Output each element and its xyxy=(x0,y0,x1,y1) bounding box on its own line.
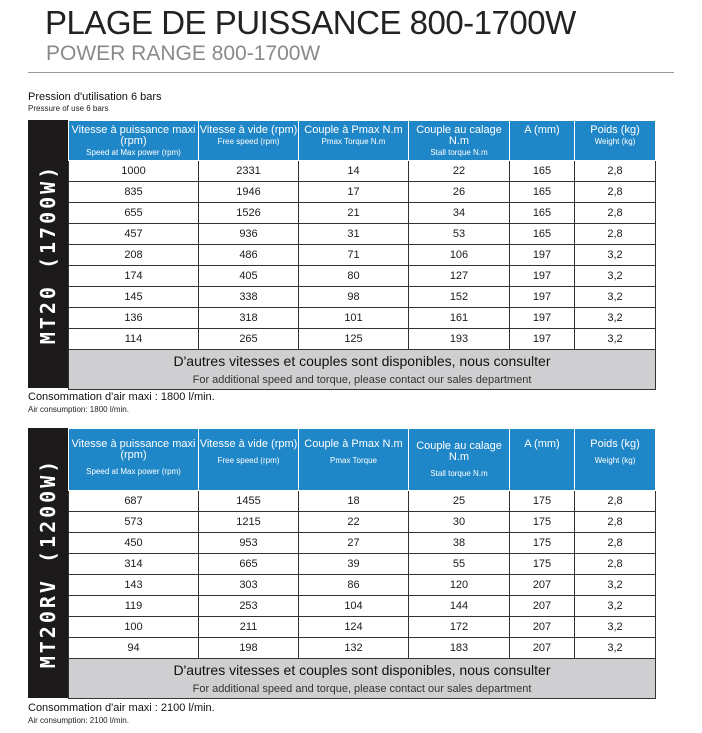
table-cell: 127 xyxy=(409,266,510,287)
table-cell: 1000 xyxy=(69,161,199,182)
table-cell: 265 xyxy=(199,329,299,350)
availability-note: D'autres vitesses et couples sont disponibles, nous consulter For additional speed and torque, please contact our sales department xyxy=(69,350,656,390)
table-header-row xyxy=(69,429,656,491)
page-subtitle: POWER RANGE 800-1700W xyxy=(46,42,321,65)
table-cell: 1215 xyxy=(199,512,299,533)
table-cell: 17 xyxy=(299,182,409,203)
table-cell: 174 xyxy=(69,266,199,287)
table-row xyxy=(69,287,656,308)
table-cell: 175 xyxy=(510,512,575,533)
table-cell: 100 xyxy=(69,617,199,638)
table-row xyxy=(69,596,656,617)
table-row xyxy=(69,554,656,575)
table-cell: 98 xyxy=(299,287,409,308)
table-cell: 31 xyxy=(299,224,409,245)
table-cell: 183 xyxy=(409,638,510,659)
table-cell: 136 xyxy=(69,308,199,329)
header-a-mm: A (mm) xyxy=(510,121,575,161)
table-cell: 253 xyxy=(199,596,299,617)
title-divider xyxy=(28,72,674,73)
table-cell: 207 xyxy=(510,575,575,596)
table-cell: 165 xyxy=(510,224,575,245)
table-cell: 197 xyxy=(510,266,575,287)
header-stall-torque: Couple au calage N.m Stall torque N.m xyxy=(409,429,510,491)
table-row xyxy=(69,182,656,203)
table-cell: 2,8 xyxy=(575,533,656,554)
table-cell: 104 xyxy=(299,596,409,617)
table-cell: 3,2 xyxy=(575,638,656,659)
table-cell: 1946 xyxy=(199,182,299,203)
note-row xyxy=(69,350,656,390)
air-consumption-en: Air consumption: 1800 l/min. xyxy=(28,405,129,414)
table-cell: 172 xyxy=(409,617,510,638)
table-cell: 197 xyxy=(510,308,575,329)
table-cell: 106 xyxy=(409,245,510,266)
header-free-speed: Vitesse à vide (rpm) Free speed (rpm) xyxy=(199,429,299,491)
table-row xyxy=(69,329,656,350)
header-speed-max-power: Vitesse à puissance maxi (rpm) Speed at Max power (rpm) xyxy=(69,121,199,161)
table-cell: 144 xyxy=(409,596,510,617)
header-weight: Poids (kg) Weight (kg) xyxy=(575,429,656,491)
table-cell: 120 xyxy=(409,575,510,596)
table-cell: 22 xyxy=(299,512,409,533)
table-cell: 3,2 xyxy=(575,308,656,329)
table-cell: 143 xyxy=(69,575,199,596)
table-cell: 71 xyxy=(299,245,409,266)
table-cell: 175 xyxy=(510,554,575,575)
table-row xyxy=(69,575,656,596)
spec-block-mt20rv xyxy=(28,428,655,698)
table-cell: 665 xyxy=(199,554,299,575)
table-cell: 25 xyxy=(409,491,510,512)
table-cell: 53 xyxy=(409,224,510,245)
table-cell: 165 xyxy=(510,203,575,224)
table-cell: 132 xyxy=(299,638,409,659)
table-cell: 314 xyxy=(69,554,199,575)
table-cell: 2,8 xyxy=(575,203,656,224)
availability-note: D'autres vitesses et couples sont disponibles, nous consulter For additional speed and torque, please contact our sales department xyxy=(69,659,656,699)
table-cell: 953 xyxy=(199,533,299,554)
table-cell: 14 xyxy=(299,161,409,182)
model-label: MT20 (1700W) xyxy=(36,163,60,345)
table-cell: 18 xyxy=(299,491,409,512)
table-cell: 125 xyxy=(299,329,409,350)
table-row xyxy=(69,617,656,638)
table-row xyxy=(69,491,656,512)
air-consumption-fr: Consommation d'air maxi : 1800 l/min. xyxy=(28,391,215,403)
table-cell: 405 xyxy=(199,266,299,287)
header-stall-torque: Couple au calage N.m Stall torque N.m xyxy=(409,121,510,161)
table-cell: 119 xyxy=(69,596,199,617)
pressure-label-fr: Pression d'utilisation 6 bars xyxy=(28,91,162,103)
table-cell: 573 xyxy=(69,512,199,533)
table-cell: 80 xyxy=(299,266,409,287)
spec-table xyxy=(68,428,656,699)
table-cell: 457 xyxy=(69,224,199,245)
table-cell: 2,8 xyxy=(575,554,656,575)
table-cell: 1455 xyxy=(199,491,299,512)
table-cell: 38 xyxy=(409,533,510,554)
table-cell: 193 xyxy=(409,329,510,350)
table-cell: 34 xyxy=(409,203,510,224)
table-cell: 486 xyxy=(199,245,299,266)
table-cell: 22 xyxy=(409,161,510,182)
air-consumption-fr: Consommation d'air maxi : 2100 l/min. xyxy=(28,702,215,714)
table-cell: 3,2 xyxy=(575,329,656,350)
table-cell: 197 xyxy=(510,245,575,266)
table-cell: 2,8 xyxy=(575,512,656,533)
table-cell: 2,8 xyxy=(575,161,656,182)
table-cell: 175 xyxy=(510,491,575,512)
table-cell: 3,2 xyxy=(575,617,656,638)
table-cell: 21 xyxy=(299,203,409,224)
table-cell: 145 xyxy=(69,287,199,308)
table-cell: 165 xyxy=(510,161,575,182)
air-consumption-en: Air consumption: 2100 l/min. xyxy=(28,716,129,725)
table-cell: 318 xyxy=(199,308,299,329)
table-row xyxy=(69,224,656,245)
table-body xyxy=(69,491,656,659)
table-cell: 197 xyxy=(510,287,575,308)
table-cell: 936 xyxy=(199,224,299,245)
table-cell: 3,2 xyxy=(575,287,656,308)
table-row xyxy=(69,638,656,659)
table-cell: 211 xyxy=(199,617,299,638)
table-cell: 3,2 xyxy=(575,245,656,266)
table-cell: 124 xyxy=(299,617,409,638)
table-cell: 2,8 xyxy=(575,491,656,512)
table-cell: 161 xyxy=(409,308,510,329)
table-row xyxy=(69,161,656,182)
table-cell: 101 xyxy=(299,308,409,329)
table-cell: 197 xyxy=(510,329,575,350)
model-label-bar xyxy=(28,120,68,388)
table-cell: 114 xyxy=(69,329,199,350)
note-row xyxy=(69,659,656,699)
table-cell: 152 xyxy=(409,287,510,308)
table-row xyxy=(69,512,656,533)
table-cell: 450 xyxy=(69,533,199,554)
header-pmax-torque: Couple à Pmax N.m Pmax Torque N.m xyxy=(299,121,409,161)
table-row xyxy=(69,533,656,554)
model-label: MT20RV (1200W) xyxy=(36,457,60,669)
table-row xyxy=(69,245,656,266)
table-cell: 26 xyxy=(409,182,510,203)
spec-table xyxy=(68,120,656,390)
table-cell: 3,2 xyxy=(575,596,656,617)
table-cell: 2,8 xyxy=(575,182,656,203)
table-cell: 1526 xyxy=(199,203,299,224)
table-cell: 2,8 xyxy=(575,224,656,245)
table-cell: 835 xyxy=(69,182,199,203)
table-cell: 338 xyxy=(199,287,299,308)
table-cell: 86 xyxy=(299,575,409,596)
table-cell: 27 xyxy=(299,533,409,554)
table-cell: 3,2 xyxy=(575,575,656,596)
header-free-speed: Vitesse à vide (rpm) Free speed (rpm) xyxy=(199,121,299,161)
table-cell: 165 xyxy=(510,182,575,203)
table-cell: 3,2 xyxy=(575,266,656,287)
header-a-mm: A (mm) xyxy=(510,429,575,491)
table-cell: 207 xyxy=(510,596,575,617)
table-cell: 207 xyxy=(510,617,575,638)
table-row xyxy=(69,266,656,287)
table-cell: 687 xyxy=(69,491,199,512)
table-cell: 30 xyxy=(409,512,510,533)
table-row xyxy=(69,308,656,329)
table-cell: 655 xyxy=(69,203,199,224)
table-header-row xyxy=(69,121,656,161)
table-cell: 55 xyxy=(409,554,510,575)
pressure-label-en: Pressure of use 6 bars xyxy=(28,104,109,113)
table-row xyxy=(69,203,656,224)
header-weight: Poids (kg) Weight (kg) xyxy=(575,121,656,161)
table-cell: 303 xyxy=(199,575,299,596)
header-pmax-torque: Couple à Pmax N.m Pmax Torque xyxy=(299,429,409,491)
model-label-bar xyxy=(28,428,68,698)
table-cell: 94 xyxy=(69,638,199,659)
table-cell: 198 xyxy=(199,638,299,659)
page-title: PLAGE DE PUISSANCE 800-1700W xyxy=(45,4,576,41)
table-cell: 175 xyxy=(510,533,575,554)
header-speed-max-power: Vitesse à puissance maxi (rpm) Speed at Max power (rpm) xyxy=(69,429,199,491)
table-body xyxy=(69,161,656,350)
table-cell: 39 xyxy=(299,554,409,575)
spec-block-mt20 xyxy=(28,120,655,388)
table-cell: 207 xyxy=(510,638,575,659)
table-cell: 208 xyxy=(69,245,199,266)
table-cell: 2331 xyxy=(199,161,299,182)
